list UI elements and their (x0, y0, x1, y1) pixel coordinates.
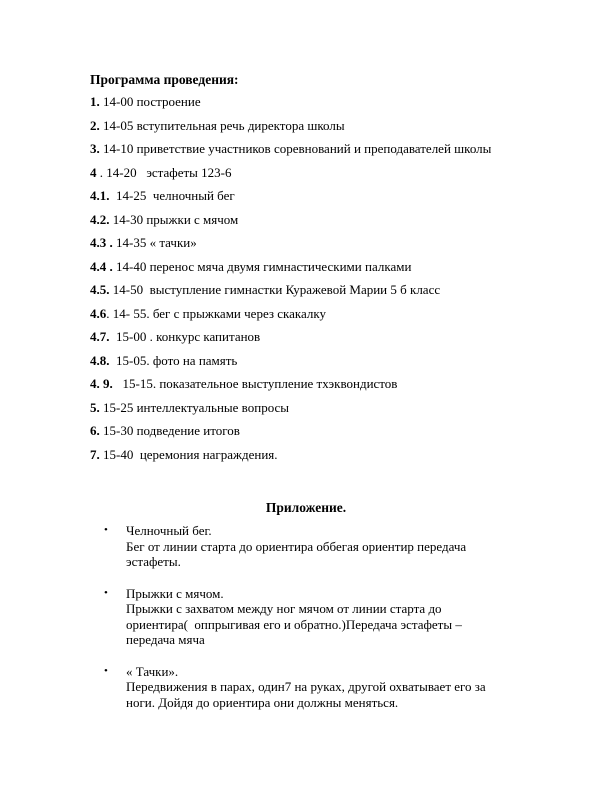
schedule-item (90, 447, 491, 471)
schedule-item-number: 4 (90, 164, 97, 180)
schedule-item-number: 5. (90, 399, 100, 415)
appendix-item (90, 523, 530, 570)
bullet-icon: • (104, 664, 108, 677)
schedule-item-text: 14-50 выступление гимнастки Куражевой Марии 5 б класс (109, 282, 441, 297)
schedule-item-number: 4. 9. (90, 376, 113, 391)
schedule-item-text: 14-10 приветствие участников соревнований и преподавателей школы (99, 141, 492, 156)
appendix-item-line: передача мяча (126, 632, 205, 647)
program-heading: Программа проведения: (90, 72, 239, 87)
schedule-item-number: 6. (90, 423, 100, 438)
schedule-item-number: 4.3 . (90, 235, 113, 250)
schedule-item-number: 4.1. (90, 188, 110, 203)
schedule-item-text: 14-35 « тачки» (112, 235, 197, 250)
schedule-item-number: 4.2. (90, 211, 110, 227)
appendix-item-line: Бег от линии старта до ориентира оббегая ориентир передача (126, 538, 467, 554)
schedule-item (90, 188, 491, 212)
appendix-list (90, 523, 530, 726)
schedule-item-number: 1. (90, 94, 100, 109)
schedule-item (90, 94, 491, 118)
appendix-item-line: Передвижения в парах, один7 на руках, другой охватывает его за (126, 679, 486, 694)
schedule-item-text: 14-05 вступительная речь директора школы (99, 117, 345, 133)
schedule-item-text: 15-05. фото на память (109, 352, 238, 368)
schedule-item-text: 15-00 . конкурс капитанов (109, 329, 261, 344)
appendix-item (90, 664, 530, 711)
schedule-item-number: 4.8. (90, 352, 110, 368)
schedule-item-text: 15-25 интеллектуальные вопросы (99, 399, 290, 415)
schedule-item-number: 4.4 . (90, 258, 113, 274)
schedule-item-text: 15-30 подведение итогов (99, 423, 240, 438)
appendix-item-title: Челночный бег. (126, 523, 212, 538)
bullet-icon: • (104, 586, 108, 599)
schedule-item (90, 423, 491, 447)
appendix-item-line: ориентира( оппрыгивая его и обратно.)Передача эстафеты – (126, 616, 462, 632)
program-schedule-list (90, 94, 491, 470)
schedule-item-number: 2. (90, 117, 100, 133)
appendix-item-line: ноги. Дойдя до ориентира они должны меняться. (126, 694, 399, 710)
schedule-item-text: . 14- 55. бег с прыжками через скакалку (106, 305, 327, 321)
schedule-item (90, 259, 491, 283)
schedule-item (90, 235, 491, 259)
schedule-item-number: 4.7. (90, 329, 110, 344)
bullet-icon: • (104, 524, 108, 536)
schedule-item (90, 165, 491, 189)
schedule-item-text: 14-30 прыжки с мячом (109, 211, 239, 227)
schedule-item (90, 212, 491, 236)
schedule-item (90, 118, 491, 142)
appendix-item-title: « Тачки». (126, 663, 179, 679)
appendix-item-line: эстафеты. (126, 554, 181, 569)
schedule-item-text: 15-40 церемония награждения. (99, 446, 278, 462)
appendix-item-line: Прыжки с захватом между ног мячом от линии старта до (126, 601, 442, 616)
schedule-item (90, 353, 491, 377)
schedule-item-number: 3. (90, 141, 100, 156)
schedule-item-text: 14-40 перенос мяча двумя гимнастическими палками (112, 258, 412, 274)
schedule-item-number: 4.5. (90, 282, 110, 297)
schedule-item (90, 141, 491, 165)
schedule-item (90, 400, 491, 424)
schedule-item (90, 376, 491, 400)
schedule-item-number: 4.6 (90, 305, 107, 321)
schedule-item (90, 282, 491, 306)
schedule-item-text: 14-25 челночный бег (109, 188, 235, 203)
schedule-item-text: . 14-20 эстафеты 123-6 (96, 164, 232, 180)
appendix-item (90, 586, 530, 648)
appendix-heading: Приложение. (265, 500, 347, 515)
schedule-item-text: 15-15. показательное выступление тхэквондистов (112, 376, 398, 391)
schedule-item-text: 14-00 построение (99, 94, 201, 109)
schedule-item (90, 306, 491, 330)
schedule-item-number: 7. (90, 446, 100, 462)
schedule-item (90, 329, 491, 353)
appendix-item-title: Прыжки с мячом. (126, 585, 224, 601)
